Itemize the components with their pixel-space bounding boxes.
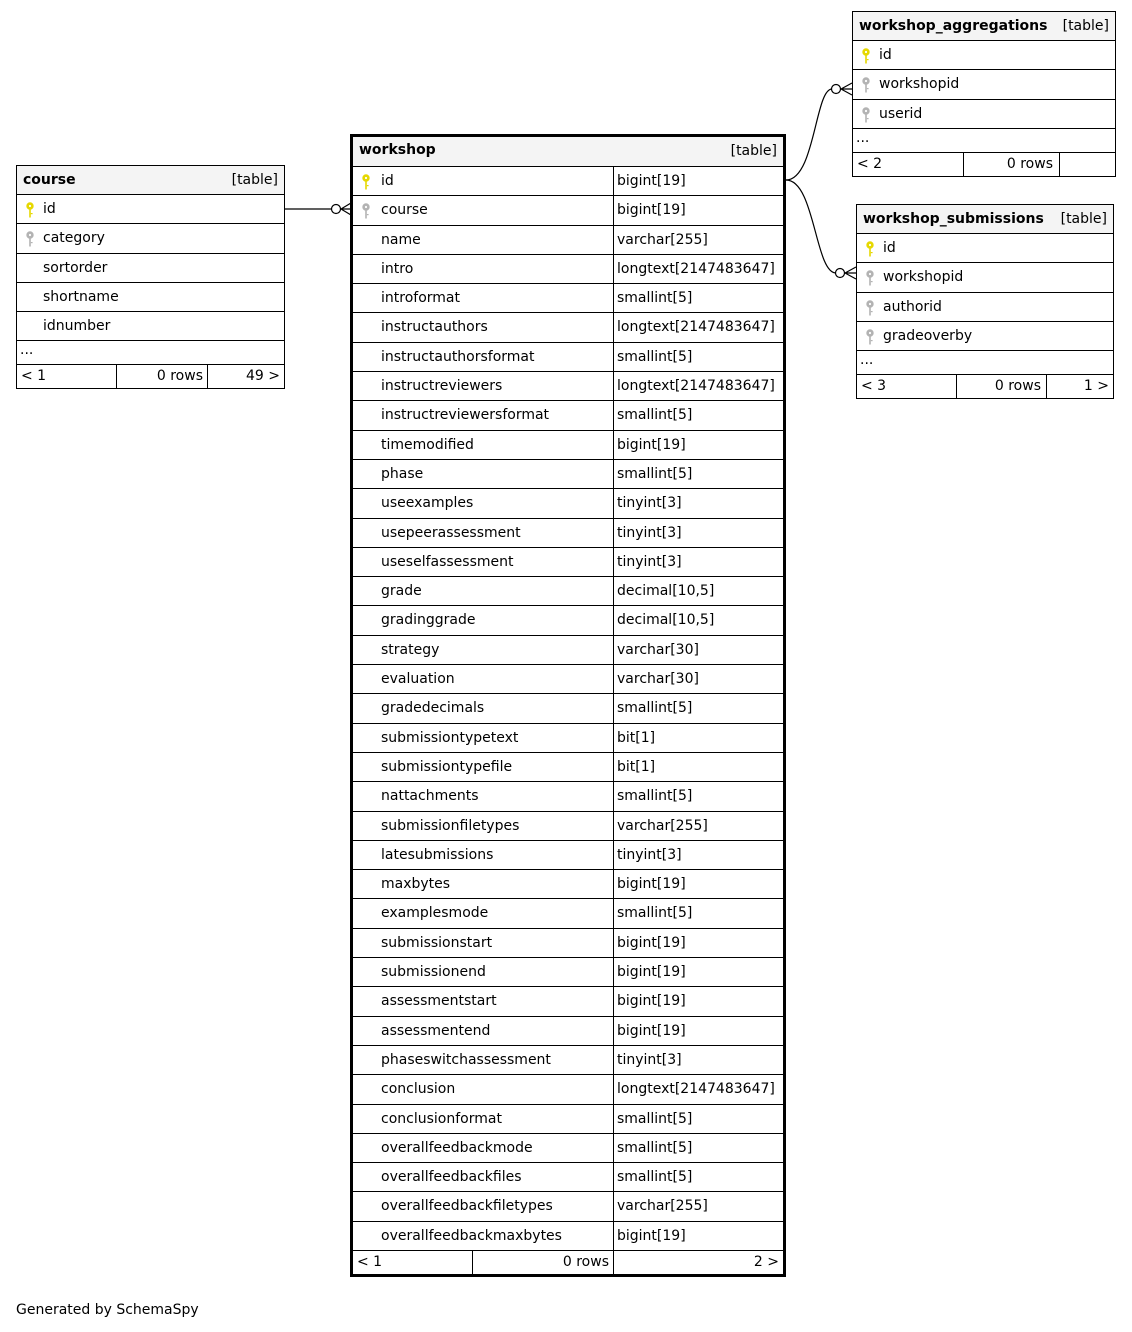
column-type: tinyint[3] <box>617 495 682 512</box>
column-type: tinyint[3] <box>617 524 682 541</box>
column-row[interactable] <box>353 431 783 460</box>
column-name: strategy <box>381 641 440 658</box>
column-row[interactable] <box>353 694 783 723</box>
column-type: bit[1] <box>617 758 656 775</box>
column-row[interactable] <box>353 1222 783 1251</box>
table-type-label: [table] <box>231 172 278 188</box>
table-type-label: [table] <box>1060 211 1107 227</box>
row-count: 0 rows <box>994 378 1041 395</box>
parents-link[interactable]: < 2 <box>857 155 883 172</box>
column-type: longtext[2147483647] <box>617 319 775 336</box>
column-name: gradeoverby <box>883 327 973 344</box>
column-name: gradedecimals <box>381 700 485 717</box>
parents-link[interactable]: < 3 <box>861 378 887 395</box>
column-row[interactable] <box>353 1134 783 1163</box>
foreign-key-icon <box>865 329 875 345</box>
column-name: id <box>381 173 394 189</box>
column-type: longtext[2147483647] <box>617 1081 775 1098</box>
column-row[interactable] <box>353 519 783 548</box>
column-name: submissionfiletypes <box>381 817 520 834</box>
primary-key-icon <box>361 174 371 190</box>
column-type: bigint[19] <box>617 876 686 893</box>
column-name: instructreviewersformat <box>381 407 550 424</box>
column-row[interactable] <box>857 263 1113 292</box>
column-row[interactable] <box>353 606 783 635</box>
column-name: course <box>381 202 428 219</box>
foreign-key-icon <box>865 270 875 286</box>
table-workshop-aggregations[interactable] <box>852 11 1116 177</box>
column-row[interactable] <box>353 372 783 401</box>
children-link[interactable]: 49 > <box>246 368 280 385</box>
column-type: smallint[5] <box>617 407 693 424</box>
column-type: bigint[19] <box>617 934 686 951</box>
generated-by-credit: Generated by SchemaSpy <box>16 1302 199 1318</box>
column-name: shortname <box>43 288 119 305</box>
column-name: maxbytes <box>381 876 451 893</box>
table-name: course <box>23 172 76 188</box>
column-row[interactable] <box>353 167 783 196</box>
column-row[interactable] <box>17 312 284 341</box>
column-name: grade <box>381 583 422 600</box>
column-name: userid <box>879 105 923 122</box>
table-course[interactable] <box>16 165 285 389</box>
column-row[interactable] <box>353 958 783 987</box>
column-name: workshopid <box>883 269 964 286</box>
column-name: usepeerassessment <box>381 524 521 541</box>
column-name: overallfeedbackmaxbytes <box>381 1227 562 1244</box>
table-header <box>857 205 1113 234</box>
column-row[interactable] <box>353 899 783 928</box>
column-name: useselfassessment <box>381 553 514 570</box>
more-columns-ellipsis: ... <box>857 351 1113 375</box>
column-type: smallint[5] <box>617 788 693 805</box>
foreign-key-icon <box>361 203 371 219</box>
column-row[interactable] <box>353 255 783 284</box>
column-row[interactable] <box>353 489 783 518</box>
table-workshop-submissions[interactable] <box>856 204 1114 399</box>
column-name: sortorder <box>43 259 108 276</box>
table-type-label: [table] <box>1062 18 1109 34</box>
column-name: nattachments <box>381 788 479 805</box>
column-row[interactable] <box>353 1046 783 1075</box>
column-row[interactable] <box>353 1192 783 1221</box>
table-footer <box>353 1251 783 1274</box>
column-name: evaluation <box>381 671 455 688</box>
column-name: phase <box>381 465 424 482</box>
column-row[interactable] <box>857 322 1113 351</box>
row-count: 0 rows <box>1006 155 1053 172</box>
table-footer <box>17 365 284 388</box>
column-type: smallint[5] <box>617 348 693 365</box>
parents-link[interactable]: < 1 <box>357 1253 383 1270</box>
column-name: timemodified <box>381 436 474 453</box>
column-name: idnumber <box>43 318 111 335</box>
column-name: introformat <box>381 290 460 307</box>
column-type: decimal[10,5] <box>617 583 715 600</box>
column-name: instructauthors <box>381 319 488 336</box>
column-row[interactable] <box>353 724 783 753</box>
column-name: useexamples <box>381 495 474 512</box>
table-header <box>853 12 1115 41</box>
column-name: submissionend <box>381 964 486 981</box>
column-type: bigint[19] <box>617 202 686 219</box>
column-name: category <box>43 230 105 247</box>
column-name: intro <box>381 260 414 277</box>
column-name: conclusionformat <box>381 1110 502 1127</box>
column-name: submissiontypetext <box>381 729 519 746</box>
primary-key-icon <box>861 48 871 64</box>
column-row[interactable] <box>853 70 1115 99</box>
column-type: smallint[5] <box>617 290 693 307</box>
column-row[interactable] <box>353 929 783 958</box>
column-row[interactable] <box>17 283 284 312</box>
table-footer <box>853 153 1115 176</box>
column-row[interactable] <box>353 313 783 342</box>
workshop-to-aggregations-link <box>786 83 852 180</box>
children-link[interactable]: 2 > <box>753 1253 779 1270</box>
column-row[interactable] <box>353 782 783 811</box>
column-row[interactable] <box>853 100 1115 129</box>
column-name: id <box>883 240 896 256</box>
column-type: smallint[5] <box>617 700 693 717</box>
column-type: smallint[5] <box>617 1169 693 1186</box>
column-row[interactable] <box>353 460 783 489</box>
foreign-key-icon <box>861 107 871 123</box>
column-row[interactable] <box>353 548 783 577</box>
column-type: bigint[19] <box>617 1022 686 1039</box>
column-type: tinyint[3] <box>617 1051 682 1068</box>
column-name: gradinggrade <box>381 612 476 629</box>
table-name: workshop <box>359 142 436 158</box>
table-header <box>17 166 284 195</box>
column-name: assessmentend <box>381 1022 491 1039</box>
column-type: bigint[19] <box>617 436 686 453</box>
column-row[interactable] <box>353 1105 783 1134</box>
table-header <box>353 137 783 167</box>
column-row[interactable] <box>353 841 783 870</box>
column-name: assessmentstart <box>381 993 497 1010</box>
table-workshop[interactable] <box>350 134 786 1277</box>
column-row[interactable] <box>353 987 783 1016</box>
column-name: authorid <box>883 298 942 315</box>
column-name: latesubmissions <box>381 846 494 863</box>
row-count: 0 rows <box>562 1253 609 1270</box>
column-row[interactable] <box>353 196 783 225</box>
parents-link[interactable]: < 1 <box>21 368 47 385</box>
table-type-label: [table] <box>730 143 777 159</box>
column-name: instructreviewers <box>381 378 503 395</box>
column-type: varchar[255] <box>617 231 708 248</box>
column-type: tinyint[3] <box>617 846 682 863</box>
column-type: decimal[10,5] <box>617 612 715 629</box>
column-row[interactable] <box>857 234 1113 263</box>
column-name: overallfeedbackmode <box>381 1139 533 1156</box>
row-count: 0 rows <box>156 368 203 385</box>
column-type: varchar[255] <box>617 1198 708 1215</box>
column-row[interactable] <box>353 753 783 782</box>
column-row[interactable] <box>353 636 783 665</box>
foreign-key-icon <box>25 231 35 247</box>
column-row[interactable] <box>353 870 783 899</box>
column-row[interactable] <box>353 577 783 606</box>
column-name: id <box>43 201 56 217</box>
column-type: longtext[2147483647] <box>617 260 775 277</box>
column-name: submissiontypefile <box>381 758 513 775</box>
column-type: bit[1] <box>617 729 656 746</box>
table-name: workshop_submissions <box>863 211 1044 227</box>
column-row[interactable] <box>353 665 783 694</box>
column-row[interactable] <box>17 195 284 224</box>
primary-key-icon <box>25 202 35 218</box>
column-row[interactable] <box>353 284 783 313</box>
more-columns-ellipsis: ... <box>17 341 284 365</box>
column-row[interactable] <box>17 224 284 253</box>
column-type: varchar[30] <box>617 641 699 658</box>
more-columns-ellipsis: ... <box>853 129 1115 153</box>
column-row[interactable] <box>353 1075 783 1104</box>
column-type: smallint[5] <box>617 905 693 922</box>
column-name: conclusion <box>381 1081 456 1098</box>
column-name: overallfeedbackfiletypes <box>381 1198 553 1215</box>
column-type: bigint[19] <box>617 993 686 1010</box>
column-type: bigint[19] <box>617 1227 686 1244</box>
column-row[interactable] <box>353 812 783 841</box>
column-row[interactable] <box>853 41 1115 70</box>
column-name: phaseswitchassessment <box>381 1051 551 1068</box>
foreign-key-icon <box>865 300 875 316</box>
column-name: id <box>879 47 892 63</box>
column-type: longtext[2147483647] <box>617 378 775 395</box>
column-type: smallint[5] <box>617 1139 693 1156</box>
column-type: bigint[19] <box>617 173 686 189</box>
column-type: bigint[19] <box>617 964 686 981</box>
column-type: varchar[255] <box>617 817 708 834</box>
column-name: examplesmode <box>381 905 489 922</box>
column-row[interactable] <box>353 401 783 430</box>
column-row[interactable] <box>353 226 783 255</box>
column-row[interactable] <box>857 293 1113 322</box>
primary-key-icon <box>865 241 875 257</box>
workshop-to-submissions-link <box>786 180 856 279</box>
course-to-workshop-link <box>285 203 351 215</box>
foreign-key-icon <box>861 77 871 93</box>
column-row[interactable] <box>353 1017 783 1046</box>
column-row[interactable] <box>353 1163 783 1192</box>
table-name: workshop_aggregations <box>859 18 1048 34</box>
column-type: tinyint[3] <box>617 553 682 570</box>
column-row[interactable] <box>17 254 284 283</box>
column-name: name <box>381 231 421 248</box>
column-type: smallint[5] <box>617 465 693 482</box>
table-footer <box>857 375 1113 398</box>
column-name: submissionstart <box>381 934 493 951</box>
column-name: overallfeedbackfiles <box>381 1169 522 1186</box>
children-link[interactable]: 1 > <box>1083 378 1109 395</box>
column-type: varchar[30] <box>617 671 699 688</box>
column-name: workshopid <box>879 76 960 93</box>
column-type: smallint[5] <box>617 1110 693 1127</box>
column-name: instructauthorsformat <box>381 348 535 365</box>
column-row[interactable] <box>353 343 783 372</box>
